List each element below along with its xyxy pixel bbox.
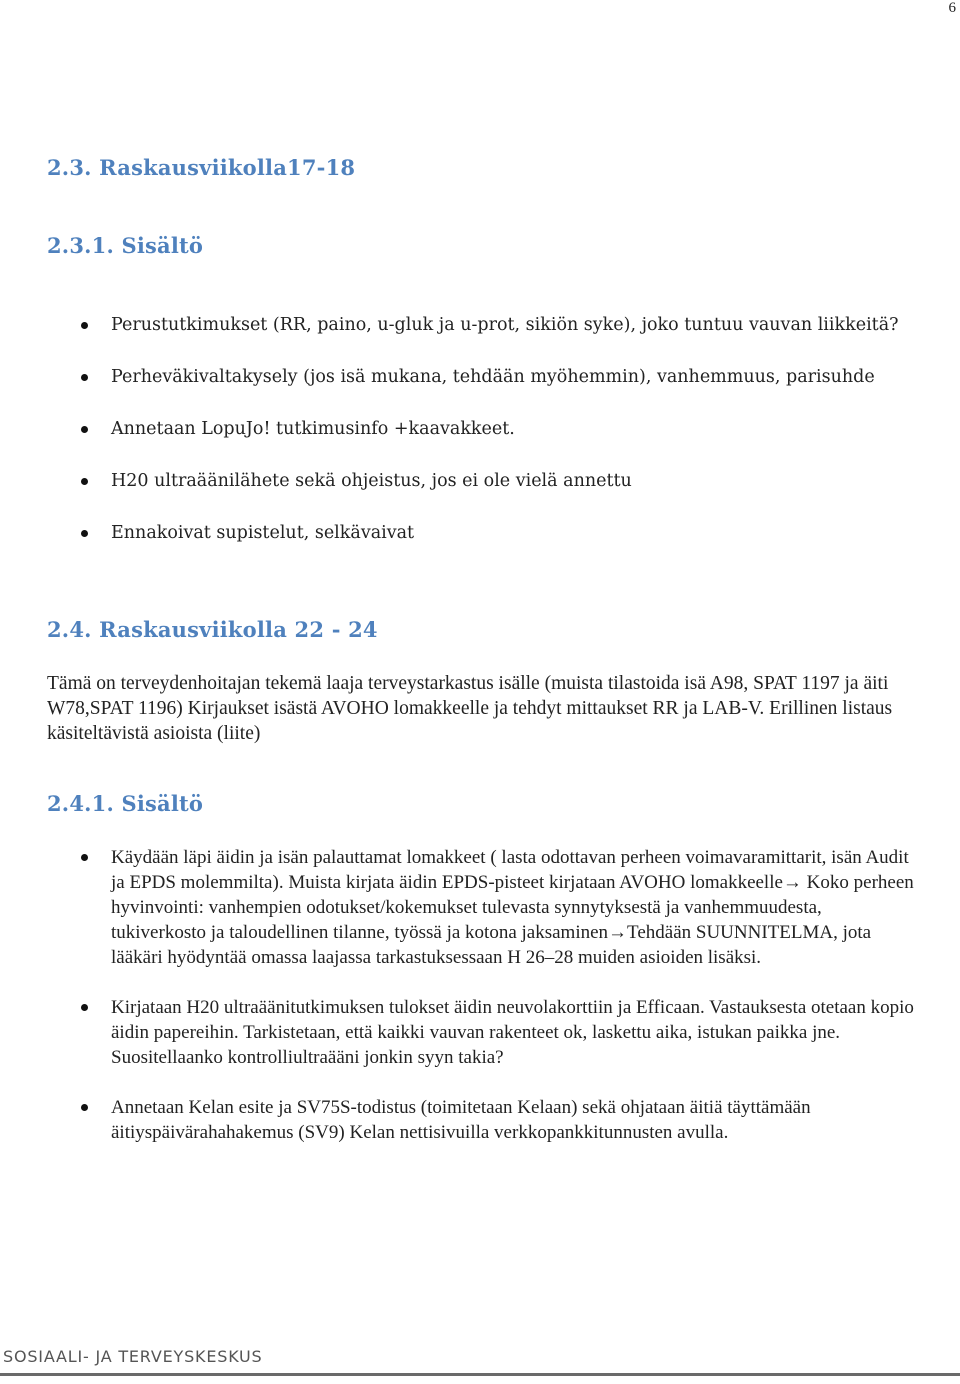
list-item: Ennakoivat supistelut, selkävaivat	[0, 521, 960, 546]
section-heading-2-4: 2.4. Raskausviikolla 22 - 24	[47, 617, 378, 642]
list-item: Annetaan Kelan esite ja SV75S-todistus (toimitetaan Kelaan) sekä ohjataan äitiä täyttämään äitiyspäivärahahakemus (SV9) Kelan nettisivuilla verkkopankkitunnusten avulla.	[0, 1095, 960, 1145]
bullet-icon	[81, 374, 88, 381]
list-item: Perheväkivaltakysely (jos isä mukana, tehdään myöhemmin), vanhemmuus, parisuhde	[0, 365, 960, 390]
bullet-icon	[81, 1004, 88, 1011]
bullet-icon	[81, 322, 88, 329]
bullet-icon	[81, 478, 88, 485]
bullet-icon	[81, 530, 88, 537]
content-list-2-4-1	[0, 845, 960, 1170]
list-item: Käydään läpi äidin ja isän palauttamat lomakkeet ( lasta odottavan perheen voimavaramittarit, isän Audit ja EPDS molemmilta). Muista kirjata äidin EPDS-pisteet kirjataan AVOHO lomakkeelle→ Koko perheen hyvinvointi: vanhempien odotukset/kokemukset tulevasta synnytyksestä ja vanhemmuudesta, tukiverkosto ja taloudellinen tilanne, työssä ja kotona jaksaminen→Tehdään SUUNNITELMA, jota lääkäri hyödyntää omassa laajassa tarkastuksessaan H 26–28 muiden asioiden lisäksi.	[0, 845, 960, 970]
list-item: H20 ultraäänilähete sekä ohjeistus, jos ei ole vielä annettu	[0, 469, 960, 494]
content-list-2-3-1	[0, 313, 960, 573]
page-number: 6	[948, 0, 956, 16]
list-item: Kirjataan H20 ultraäänitutkimuksen tulokset äidin neuvolakorttiin ja Efficaan. Vastauksesta otetaan kopio äidin papereihin. Tarkistetaan, että kaikki vauvan rakenteet ok, laskettu aika, istukan paikka jne. Suositellaanko kontrolliultraääni jonkin syyn takia?	[0, 995, 960, 1070]
bullet-icon	[81, 854, 88, 861]
section-paragraph-2-4: Tämä on terveydenhoitajan tekemä laaja terveystarkastus isälle (muista tilastoida isä A98, SPAT 1197 ja äiti W78,SPAT 1196) Kirjaukset isästä AVOHO lomakkeelle ja tehdyt mittaukset RR ja LAB-V. Erillinen listaus käsiteltävistä asioista (liite)	[47, 673, 893, 744]
section-heading-2-3: 2.3. Raskausviikolla17-18	[47, 155, 356, 180]
bullet-icon	[81, 1104, 88, 1111]
list-item: Perustutkimukset (RR, paino, u-gluk ja u-prot, sikiön syke), joko tuntuu vauvan liikkeitä?	[0, 313, 960, 338]
footer-divider	[0, 1373, 960, 1376]
section-heading-2-4-1: 2.4.1. Sisältö	[47, 791, 204, 816]
bullet-icon	[81, 426, 88, 433]
organization-logo: SOSIAALI- JA TERVEYSKESKUS	[3, 1347, 263, 1366]
list-item: Annetaan LopuJo! tutkimusinfo +kaavakkeet.	[0, 417, 960, 442]
section-heading-2-3-1: 2.3.1. Sisältö	[47, 233, 204, 258]
